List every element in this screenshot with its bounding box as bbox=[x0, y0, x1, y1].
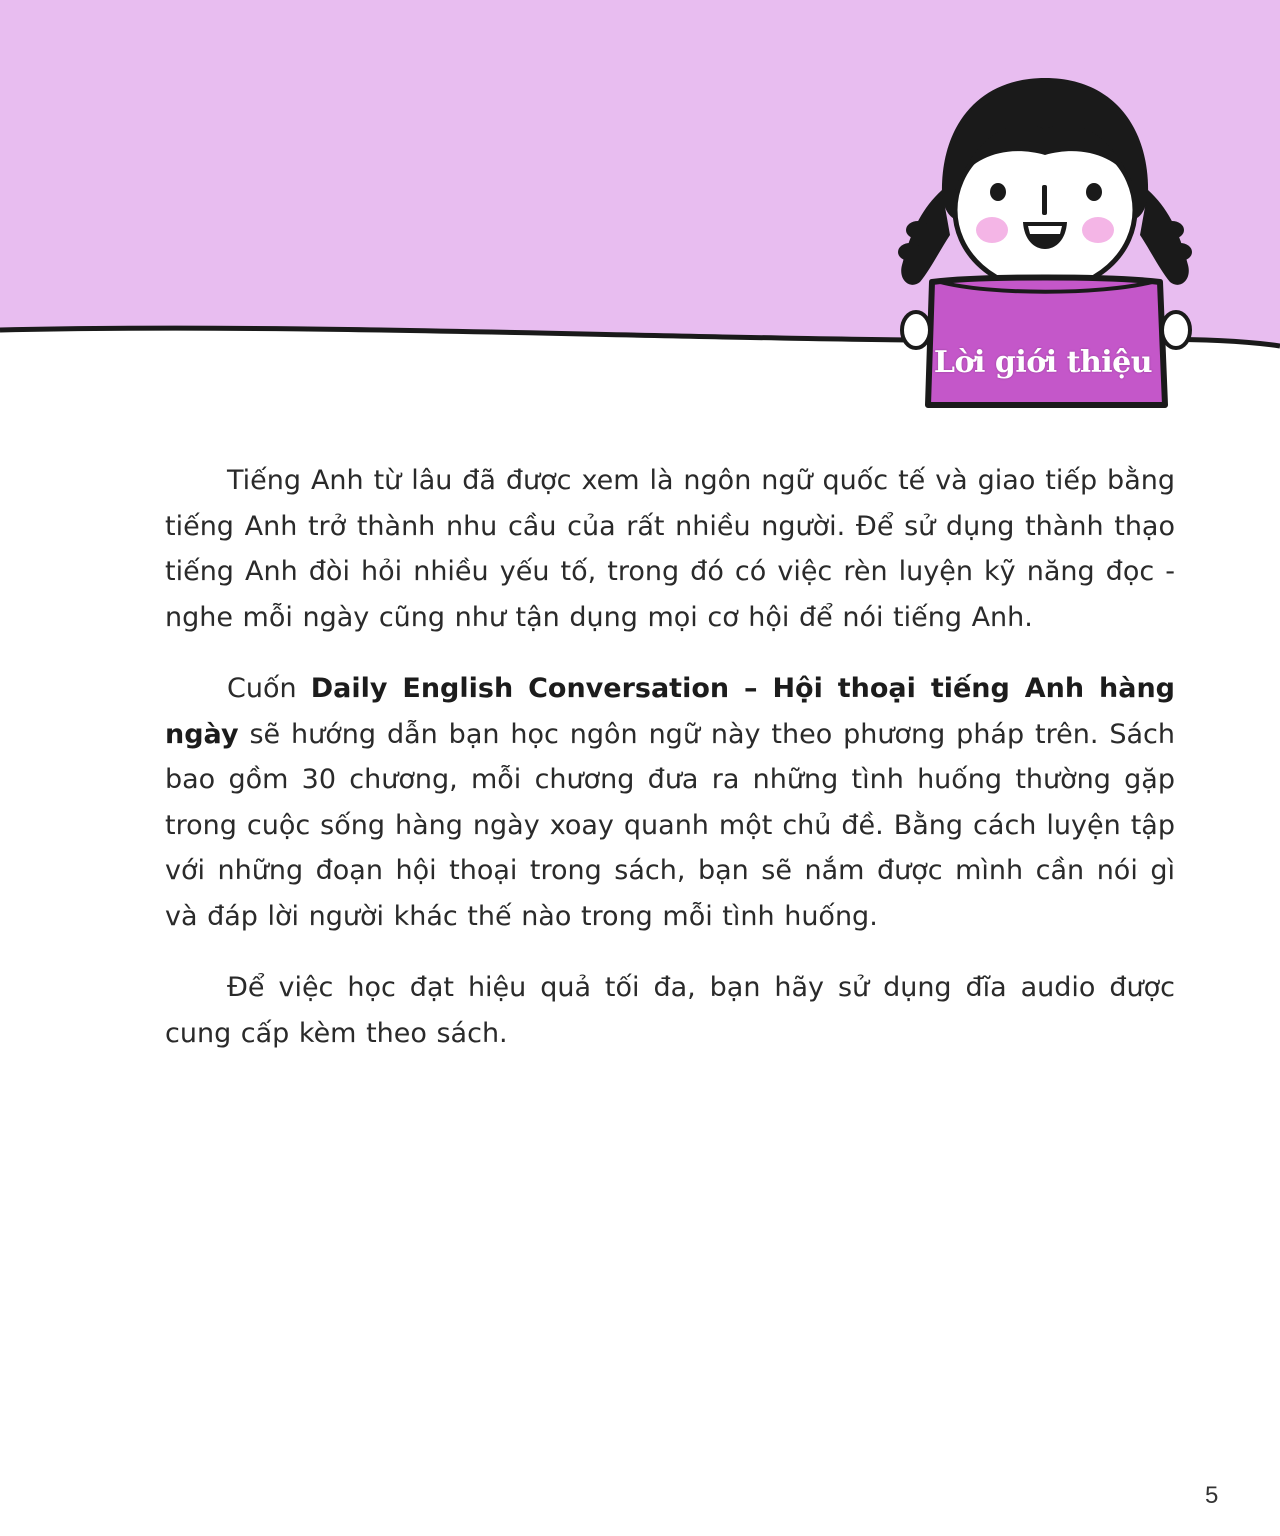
paragraph-2-intro: Cuốn bbox=[227, 673, 297, 704]
book-title: Daily English Conversation – Hội thoại tiếng Anh hàng ngày bbox=[165, 673, 1175, 750]
page-number: 5 bbox=[1205, 1482, 1219, 1509]
introduction-text bbox=[165, 458, 1175, 1082]
paragraph-2 bbox=[165, 666, 1175, 939]
section-title: Lời giới thiệu bbox=[933, 344, 1153, 380]
paragraph-3: Để việc học đạt hiệu quả tối đa, bạn hãy sử dụng đĩa audio được cung cấp kèm theo sách. bbox=[165, 972, 1175, 1049]
paragraph-2-rest: sẽ hướng dẫn bạn học ngôn ngữ này theo phương pháp trên. Sách bao gồm 30 chương, mỗi chương đưa ra những tình huống thường gặp trong cuộc sống hàng ngày xoay quanh một chủ đề. Bằng cách luyện tập với những đoạn hội thoại trong sách, bạn sẽ nắm được mình cần nói gì và đáp lời người khác thế nào trong mỗi tình huống. bbox=[165, 718, 1175, 932]
paragraph-1: Tiếng Anh từ lâu đã được xem là ngôn ngữ quốc tế và giao tiếp bằng tiếng Anh trở thành nhu cầu của rất nhiều người. Để sử dụng thành thạo tiếng Anh đòi hỏi nhiều yếu tố, trong đó có việc rèn luyện kỹ năng đọc - nghe mỗi ngày cũng như tận dụng mọi cơ hội để nói tiếng Anh. bbox=[165, 465, 1175, 633]
